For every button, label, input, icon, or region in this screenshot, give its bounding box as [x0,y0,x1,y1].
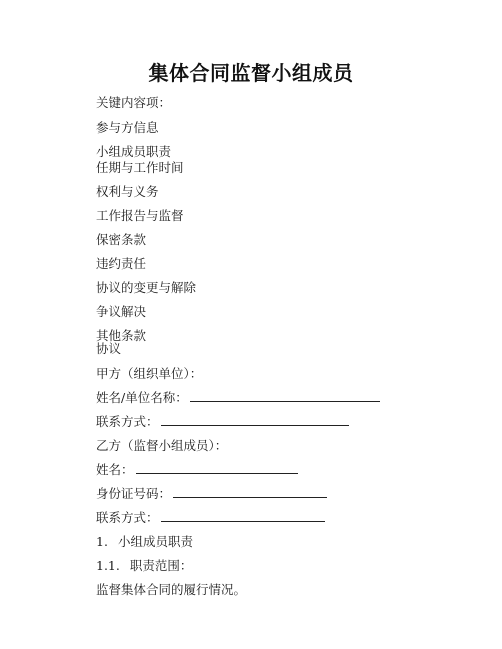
key-item-amendment: 协议的变更与解除 [96,280,197,295]
party-b-id-row [96,486,327,502]
key-item-liability: 违约责任 [96,256,147,271]
key-content-heading: 关键内容项： [96,95,172,110]
key-item-reporting: 工作报告与监督 [96,208,184,223]
document-title: 集体合同监督小组成员 [148,61,354,85]
party-b-name-row [96,462,298,478]
key-item-confidentiality: 保密条款 [96,232,147,247]
section-1-number: 1. [96,534,108,549]
party-b-id-label: 身份证号码： [96,486,172,501]
party-b-heading: 乙方（监督小组成员）： [96,438,228,453]
section-1-1-number: 1.1. [96,558,120,573]
key-item-member-duties: 小组成员职责 [96,144,172,159]
party-a-heading: 甲方（组织单位）： [96,366,203,381]
key-item-rights: 权利与义务 [96,184,159,199]
party-a-name-blank[interactable] [190,390,380,402]
party-b-contact-row [96,510,325,526]
party-b-contact-blank[interactable] [161,510,325,522]
agreement-label: 协议 [96,341,122,356]
key-item-dispute: 争议解决 [96,304,147,319]
party-a-contact-blank[interactable] [161,414,349,426]
party-b-name-blank[interactable] [136,462,298,474]
party-b-name-label: 姓名： [96,462,134,477]
key-item-other: 其他条款 [96,328,147,343]
section-1-heading [96,534,193,550]
key-item-term: 任期与工作时间 [96,160,184,175]
body-paragraph: 监督集体合同的履行情况。 [96,582,247,597]
key-item-parties: 参与方信息 [96,120,159,135]
party-b-id-blank[interactable] [173,486,327,498]
party-b-contact-label: 联系方式： [96,510,159,525]
section-1-title: 小组成员职责 [117,534,193,549]
party-a-contact-row [96,414,349,430]
party-a-contact-label: 联系方式： [96,414,159,429]
section-1-1-heading [96,558,192,574]
party-a-name-label: 姓名/单位名称： [96,390,188,405]
party-a-name-row [96,390,380,406]
section-1-1-title: 职责范围： [129,558,193,573]
